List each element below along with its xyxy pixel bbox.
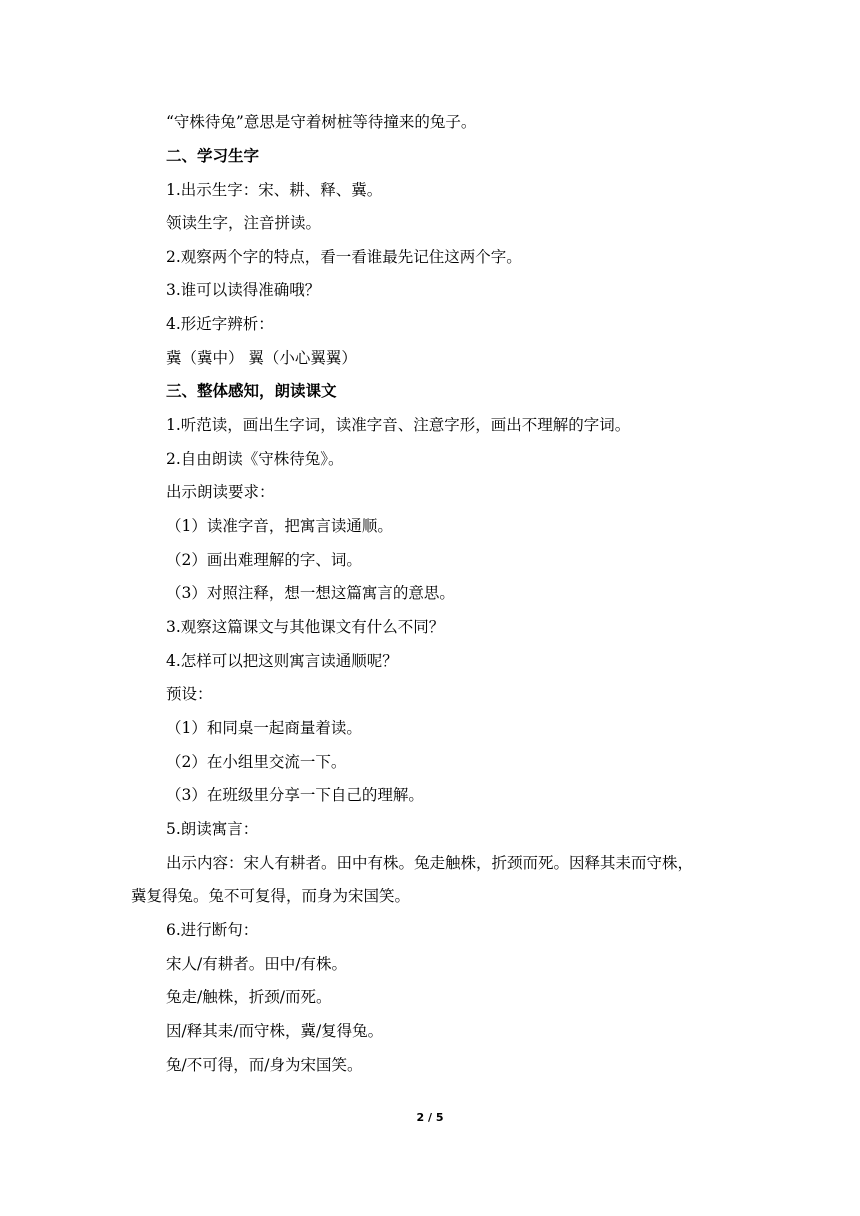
text-line: （2）在小组里交流一下。 bbox=[166, 753, 347, 771]
text-line: 3.观察这篇课文与其他课文有什么不同？ bbox=[166, 618, 445, 636]
text-line: 因/释其耒/而守株，冀/复得兔。 bbox=[166, 1022, 384, 1040]
section-heading: 三、整体感知，朗读课文 bbox=[166, 382, 337, 400]
text-line: 1.出示生字：宋、耕、释、冀。 bbox=[166, 181, 383, 199]
text-line: 4.形近字辨析： bbox=[166, 315, 274, 333]
text-line: “守株待兔”意思是守着树桩等待撞来的兔子。 bbox=[166, 113, 477, 131]
text-line: 6.进行断句： bbox=[166, 921, 259, 939]
text-line: 宋人/有耕者。田中/有株。 bbox=[166, 955, 347, 973]
text-line: 兔走/触株，折颈/而死。 bbox=[166, 988, 332, 1006]
text-line: 冀复得兔。兔不可复得，而身为宋国笑。 bbox=[131, 887, 411, 905]
page-number: 2 / 5 bbox=[416, 1111, 444, 1124]
text-line: （1）读准字音，把寓言读通顺。 bbox=[166, 517, 393, 535]
text-line: 兔/不可得，而/身为宋国笑。 bbox=[166, 1056, 363, 1074]
text-line: （2）画出难理解的字、词。 bbox=[166, 551, 362, 569]
text-line: 3.谁可以读得准确哦？ bbox=[166, 281, 321, 299]
text-line: 4.怎样可以把这则寓言读通顺呢？ bbox=[166, 652, 398, 670]
text-line: 1.听范读，画出生字词，读准字音、注意字形，画出不理解的字词。 bbox=[166, 416, 631, 434]
text-line: （3）在班级里分享一下自己的理解。 bbox=[166, 786, 424, 804]
text-line: （1）和同桌一起商量着读。 bbox=[166, 719, 362, 737]
text-line: 出示朗读要求： bbox=[166, 483, 275, 501]
text-line: 预设： bbox=[166, 685, 213, 703]
text-line: 出示内容：宋人有耕者。田中有株。兔走触株，折颈而死。因释其耒而守株， bbox=[166, 854, 694, 872]
text-line: 2.观察两个字的特点，看一看谁最先记住这两个字。 bbox=[166, 248, 522, 266]
text-line: 2.自由朗读《守株待兔》。 bbox=[166, 450, 344, 468]
text-line: 冀（冀中） 翼（小心翼翼） bbox=[166, 349, 357, 367]
section-heading: 二、学习生字 bbox=[166, 147, 260, 165]
text-line: 领读生字，注音拼读。 bbox=[166, 214, 322, 232]
text-line: 5.朗读寓言： bbox=[166, 820, 259, 838]
text-line: （3）对照注释，想一想这篇寓言的意思。 bbox=[166, 584, 455, 602]
